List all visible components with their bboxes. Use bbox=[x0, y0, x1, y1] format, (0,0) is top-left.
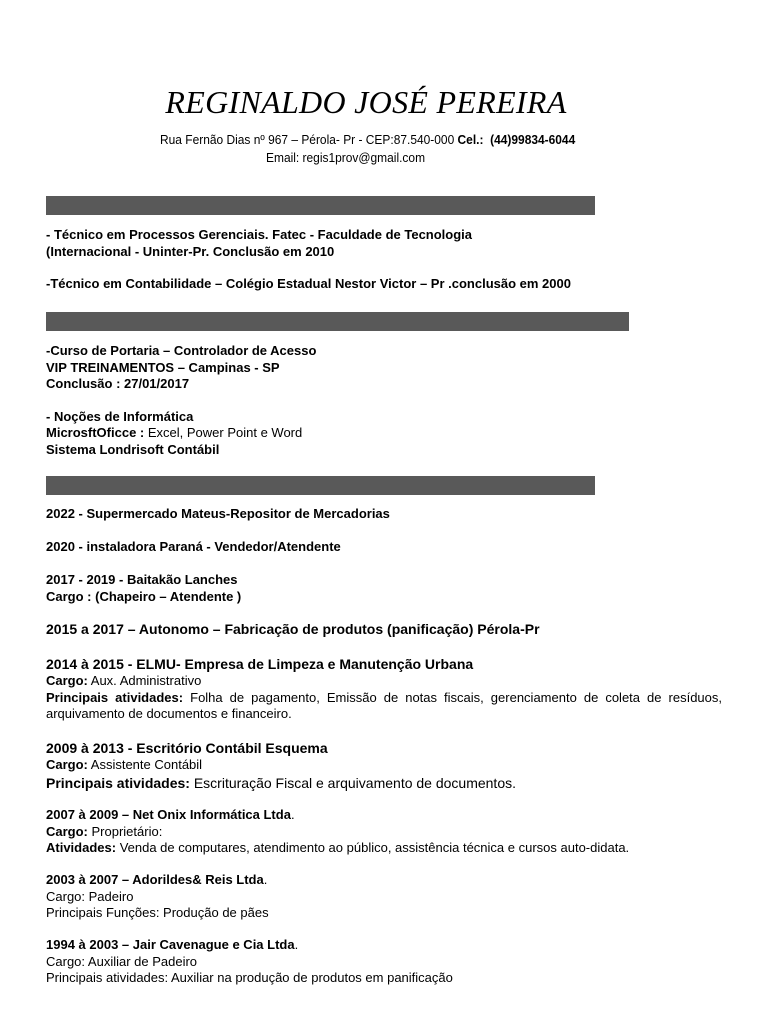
section-bar-courses bbox=[46, 312, 629, 331]
exp-item: 2022 - Supermercado Mateus-Repositor de Mercadorias bbox=[46, 506, 390, 521]
exp-cargo: Cargo : (Chapeiro – Atendente ) bbox=[46, 588, 242, 604]
course-title: - Noções de Informática bbox=[46, 408, 194, 424]
education-line: (Internacional - Uninter-Pr. Conclusão em 2010 bbox=[46, 243, 335, 259]
exp-cargo: Cargo: Auxiliar de Padeiro bbox=[46, 953, 198, 969]
cel-label: Cel.: bbox=[457, 132, 484, 147]
exp-activities: Principais Funções: Produção de pães bbox=[46, 905, 269, 920]
address-line bbox=[160, 132, 575, 147]
exp-title: 2014 à 2015 - ELMU- Empresa de Limpeza e Manutenção Urbana bbox=[46, 656, 474, 672]
education-line: - Técnico em Processos Gerenciais. Fatec - Faculdade de Tecnologia bbox=[46, 227, 473, 242]
exp-item bbox=[46, 807, 722, 857]
cargo-value: Proprietário: bbox=[87, 823, 163, 839]
section-bar-education bbox=[46, 196, 595, 215]
cargo-value: Aux. Administrativo bbox=[87, 673, 202, 688]
exp-item: 2020 - instaladora Paraná - Vendedor/Atendente bbox=[46, 539, 341, 554]
course-line: Conclusão : 27/01/2017 bbox=[46, 376, 190, 391]
exp-activities bbox=[46, 774, 722, 792]
course-line: VIP TREINAMENTOS – Campinas - SP bbox=[46, 359, 280, 375]
exp-title: 2007 à 2009 – Net Onix Informática Ltda. bbox=[46, 807, 295, 822]
activities-value: Folha de pagamento, Emissão de notas fiscais, gerenciamento de coleta de resíduos, arquivamento de documentos e financeiro. bbox=[46, 689, 723, 721]
candidate-name: REGINALDO JOSÉ PEREIRA bbox=[165, 84, 567, 120]
exp-title: 2003 à 2007 – Adorildes& Reis Ltda. bbox=[46, 872, 268, 887]
email-line: Email: regis1prov@gmail.com bbox=[266, 150, 426, 165]
activities-label: Principais atividades: bbox=[46, 774, 190, 791]
exp-title: 1994 à 2003 – Jair Cavenague e Cia Ltda. bbox=[46, 937, 299, 952]
activities-value: Venda de computares, atendimento ao público, assistência técnica e cursos auto-didata. bbox=[116, 840, 630, 855]
cargo-label: Cargo: bbox=[46, 823, 88, 839]
course-label: MicrosftOficce : bbox=[46, 425, 145, 440]
cargo-value: Assistente Contábil bbox=[87, 757, 203, 772]
exp-item: 2015 a 2017 – Autonomo – Fabricação de produtos (panificação) Pérola-Pr bbox=[46, 621, 540, 637]
activities-label: Principais atividades: bbox=[46, 689, 184, 705]
exp-activities bbox=[46, 690, 722, 723]
address-text: Rua Fernão Dias nº 967 – Pérola- Pr - CEP:87.540-000 bbox=[160, 132, 458, 147]
section-bar-experience bbox=[46, 476, 595, 495]
course-line: Sistema Londrisoft Contábil bbox=[46, 441, 220, 457]
course-line bbox=[46, 425, 722, 442]
exp-cargo: Cargo: Padeiro bbox=[46, 888, 134, 904]
education-section bbox=[46, 227, 722, 293]
exp-item bbox=[46, 872, 722, 922]
exp-activities bbox=[46, 840, 722, 857]
course-line: -Curso de Portaria – Controlador de Acesso bbox=[46, 343, 317, 358]
exp-title: 2017 - 2019 - Baitakão Lanches bbox=[46, 572, 238, 587]
exp-item bbox=[46, 572, 722, 605]
exp-cargo bbox=[46, 673, 722, 690]
course-value: Excel, Power Point e Word bbox=[144, 425, 303, 440]
cargo-label: Cargo: bbox=[46, 673, 88, 688]
exp-cargo bbox=[46, 757, 722, 774]
exp-item bbox=[46, 739, 722, 792]
activities-label: Atividades: bbox=[46, 840, 117, 855]
education-line: -Técnico em Contabilidade – Colégio Estadual Nestor Victor – Pr .conclusão em 2000 bbox=[46, 276, 571, 291]
exp-cargo bbox=[46, 824, 722, 841]
exp-item bbox=[46, 655, 722, 723]
cargo-label: Cargo: bbox=[46, 757, 88, 772]
exp-title: 2009 à 2013 - Escritório Contábil Esquema bbox=[46, 740, 328, 756]
courses-section bbox=[46, 343, 722, 458]
cel-number: (44)99834-6044 bbox=[490, 132, 576, 147]
activities-value: Escrituração Fiscal e arquivamento de documentos. bbox=[189, 774, 516, 791]
exp-item bbox=[46, 937, 722, 987]
exp-activities: Principais atividades: Auxiliar na produção de produtos em panificação bbox=[46, 970, 453, 985]
